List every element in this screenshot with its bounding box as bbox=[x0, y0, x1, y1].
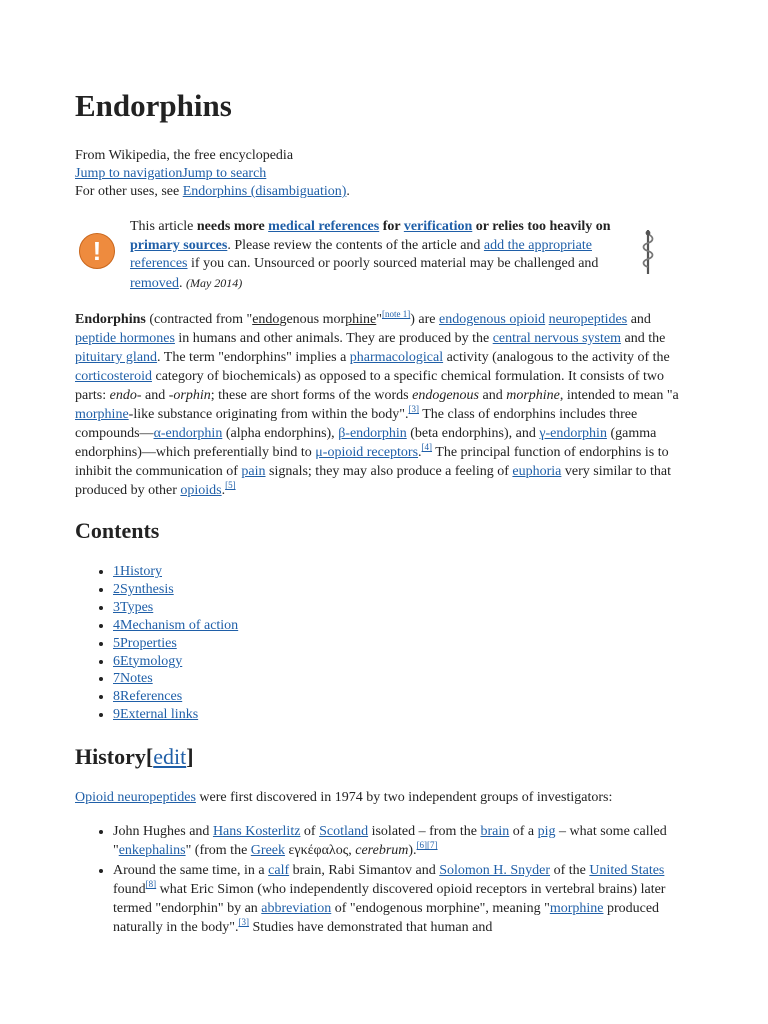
item-text: brain, Rabi Simantov and bbox=[289, 863, 440, 878]
toc-item bbox=[113, 581, 238, 599]
pituitary-link[interactable]: pituitary gland bbox=[75, 350, 158, 365]
intro-italic: endo- bbox=[109, 388, 142, 403]
toc-link-external-links[interactable]: 9External links bbox=[113, 707, 199, 723]
intro-text: very similar to that produced by other bbox=[75, 464, 672, 498]
item-text: – what some called " bbox=[113, 824, 667, 858]
edit-section-link[interactable]: edit bbox=[153, 744, 187, 769]
history-intro-text: were first discovered in 1974 by two independent groups of investigators: bbox=[195, 790, 613, 805]
item-text: Around the same time, in a bbox=[113, 863, 269, 878]
enkephalins-link[interactable]: enkephalins bbox=[118, 843, 186, 858]
notice-date: (May 2014) bbox=[185, 275, 243, 290]
notice-part: This article bbox=[130, 219, 197, 234]
intro-text: and the bbox=[620, 331, 666, 346]
abbreviation-link[interactable]: abbreviation bbox=[261, 901, 332, 916]
toc-link-mechanism[interactable]: 4Mechanism of action bbox=[113, 617, 239, 633]
greek-link[interactable]: Greek bbox=[250, 843, 285, 858]
intro-text: ; these are short forms of the words bbox=[210, 388, 413, 403]
intro-bold: Endorphins bbox=[75, 312, 146, 327]
ref-4-link[interactable]: [4] bbox=[421, 442, 433, 452]
hatnote-text: For other uses, see bbox=[75, 184, 183, 199]
history-list bbox=[95, 822, 701, 938]
intro-text: " bbox=[376, 312, 382, 327]
toc-link-history[interactable]: 1History bbox=[113, 564, 162, 579]
toc-link-synthesis[interactable]: 2Synthesis bbox=[113, 581, 174, 597]
notice-part: if you can. Unsourced or poorly sourced material may be challenged and bbox=[187, 256, 599, 271]
cns-link[interactable]: central nervous system bbox=[492, 331, 621, 346]
pain-link[interactable]: pain bbox=[241, 464, 266, 479]
morphine-link[interactable]: morphine bbox=[75, 407, 129, 422]
intro-text: activity (analogous to the activity of the bbox=[443, 350, 670, 365]
gamma-endorphin-link[interactable]: γ-endorphin bbox=[539, 426, 607, 441]
corticosteroid-link[interactable]: corticosteroid bbox=[75, 369, 152, 384]
notice-bold: for bbox=[379, 219, 404, 234]
kosterlitz-link[interactable]: Hans Kosterlitz bbox=[212, 824, 301, 839]
edit-bracket: ] bbox=[186, 744, 194, 769]
intro-text: and bbox=[627, 312, 651, 327]
intro-italic: morphine bbox=[506, 388, 560, 403]
endogenous-opioid-link[interactable]: endogenous opioid bbox=[439, 312, 546, 327]
ref-6-7-link[interactable]: [6][7] bbox=[416, 840, 438, 850]
item-italic: cerebrum bbox=[355, 843, 409, 858]
intro-text: The principal function of endorphins is to inhibit the communication of bbox=[75, 445, 669, 479]
edit-bracket: [ bbox=[145, 744, 154, 769]
history-heading-text: History bbox=[75, 744, 146, 769]
ref-8-link[interactable]: [8] bbox=[145, 879, 157, 889]
mu-opioid-receptors-link[interactable]: μ-opioid receptors bbox=[315, 445, 419, 460]
list-item bbox=[113, 861, 701, 937]
peptide-hormones-link[interactable]: peptide hormones bbox=[75, 331, 175, 346]
united-states-link[interactable]: United States bbox=[589, 863, 665, 878]
primary-sources-link[interactable]: primary sources bbox=[130, 237, 228, 253]
intro-italic: endogenous bbox=[412, 388, 480, 403]
disambiguation-link[interactable]: Endorphins (disambiguation) bbox=[182, 184, 347, 199]
item-text: of "endogenous morphine", meaning " bbox=[331, 901, 550, 916]
intro-text: (gamma endorphins)—which preferentially bind to bbox=[75, 426, 657, 460]
intro-text: . bbox=[418, 445, 422, 460]
item-text: isolated – from the bbox=[368, 824, 481, 839]
toc-item bbox=[113, 563, 238, 581]
item-text: " (from the bbox=[185, 843, 251, 858]
toc-link-etymology[interactable]: 6Etymology bbox=[113, 653, 183, 669]
tagline: From Wikipedia, the free encyclopedia bbox=[75, 148, 294, 163]
intro-text: . bbox=[221, 483, 226, 498]
toc-link-references[interactable]: 8References bbox=[113, 689, 183, 705]
opioid-neuropeptides-link[interactable]: Opioid neuropeptides bbox=[75, 790, 196, 805]
hatnote bbox=[75, 183, 350, 201]
toc-link-properties[interactable]: 5Properties bbox=[113, 635, 177, 651]
page-title: Endorphins bbox=[75, 88, 232, 123]
toc-list bbox=[95, 563, 238, 724]
toc-item bbox=[113, 688, 238, 706]
opioids-link[interactable]: opioids bbox=[180, 483, 222, 498]
notice-text bbox=[130, 218, 635, 293]
note-1-link[interactable]: [note 1] bbox=[381, 309, 411, 319]
item-text: produced naturally in the body". bbox=[113, 901, 660, 935]
toc-item bbox=[113, 670, 238, 688]
removed-link[interactable]: removed bbox=[130, 275, 179, 291]
neuropeptides-link[interactable]: neuropeptides bbox=[548, 312, 628, 327]
item-text: of bbox=[300, 824, 320, 839]
intro-text: signals; they may also produce a feeling of bbox=[265, 464, 513, 479]
intro-italic: -orphin bbox=[168, 388, 211, 403]
notice-bold: or relies too heavily on bbox=[472, 219, 611, 234]
euphoria-link[interactable]: euphoria bbox=[512, 464, 562, 479]
toc-link-notes[interactable]: 7Notes bbox=[113, 671, 153, 687]
toc-item bbox=[113, 635, 238, 653]
intro-underline: phine bbox=[345, 312, 377, 327]
ref-3-link-2[interactable]: [3] bbox=[238, 917, 249, 927]
hatnote-end: . bbox=[346, 184, 350, 199]
pig-link[interactable]: pig bbox=[537, 824, 556, 839]
morphine-link-2[interactable]: morphine bbox=[549, 901, 604, 916]
intro-text: The class of endorphins includes three compounds— bbox=[75, 407, 638, 441]
snyder-link[interactable]: Solomon H. Snyder bbox=[439, 863, 551, 878]
alpha-endorphin-link[interactable]: α-endorphin bbox=[153, 426, 223, 441]
toc-item bbox=[113, 599, 238, 617]
intro-text: (alpha endorphins), bbox=[222, 426, 339, 441]
item-text: Studies have demonstrated that human and bbox=[248, 920, 493, 935]
add-references-link[interactable]: add the appropriate references bbox=[130, 237, 592, 271]
item-text: of a bbox=[509, 824, 538, 839]
pharmacological-link[interactable]: pharmacological bbox=[349, 350, 444, 365]
jump-links bbox=[75, 165, 266, 183]
intro-underline: endo bbox=[252, 312, 280, 327]
intro-text: ) are bbox=[410, 312, 439, 327]
intro-text: category of biochemicals) as opposed to a specific chemical formulation. It consists of two parts: bbox=[75, 369, 664, 403]
intro-text: . The term "endorphins" implies a bbox=[157, 350, 350, 365]
item-text: John Hughes and bbox=[113, 824, 213, 839]
item-text: found bbox=[113, 882, 146, 897]
toc-link-types[interactable]: 3Types bbox=[113, 599, 154, 615]
intro-paragraph bbox=[75, 310, 690, 500]
scotland-link[interactable]: Scotland bbox=[319, 824, 369, 839]
intro-text: and bbox=[479, 388, 507, 403]
references-notice bbox=[75, 216, 700, 294]
contents-heading: Contents bbox=[75, 518, 160, 543]
verification-link[interactable]: verification bbox=[403, 219, 473, 234]
toc-item bbox=[113, 706, 238, 724]
intro-text: (beta endorphins), and bbox=[406, 426, 540, 441]
ref-3-link[interactable]: [3] bbox=[408, 404, 419, 414]
calf-link[interactable]: calf bbox=[268, 863, 290, 878]
jump-link[interactable]: Jump to navigationJump to search bbox=[75, 166, 267, 181]
ref-5-link[interactable]: [5] bbox=[225, 480, 236, 490]
beta-endorphin-link[interactable]: β-endorphin bbox=[338, 426, 407, 441]
brain-link[interactable]: brain bbox=[480, 824, 510, 839]
rod-of-asclepius-icon bbox=[638, 228, 658, 276]
item-text: ). bbox=[408, 843, 417, 858]
warning-icon: ! bbox=[79, 233, 115, 269]
notice-part: . Please review the contents of the article and bbox=[227, 237, 484, 253]
toc-item bbox=[113, 617, 238, 635]
intro-text: and bbox=[141, 388, 169, 403]
medical-references-link[interactable]: medical references bbox=[268, 219, 380, 234]
item-text: of the bbox=[550, 863, 590, 878]
intro-text: , intended to mean "a bbox=[559, 388, 679, 403]
history-intro bbox=[75, 789, 612, 807]
notice-bold: needs more bbox=[196, 219, 269, 234]
item-text: εγκέφαλος, bbox=[285, 843, 356, 858]
notice-part: . bbox=[178, 275, 186, 291]
history-heading bbox=[75, 744, 194, 770]
item-text: what Eric Simon (who independently discovered opioid receptors in vertebral brains) later termed "endorphin" by an bbox=[113, 882, 666, 916]
intro-text: genous mor bbox=[279, 312, 346, 327]
intro-text: (contracted from " bbox=[145, 312, 253, 327]
intro-text: in humans and other animals. They are produced by the bbox=[174, 331, 493, 346]
toc-item bbox=[113, 653, 238, 671]
list-item bbox=[113, 822, 701, 860]
intro-text: -like substance originating from within the body". bbox=[128, 407, 409, 422]
